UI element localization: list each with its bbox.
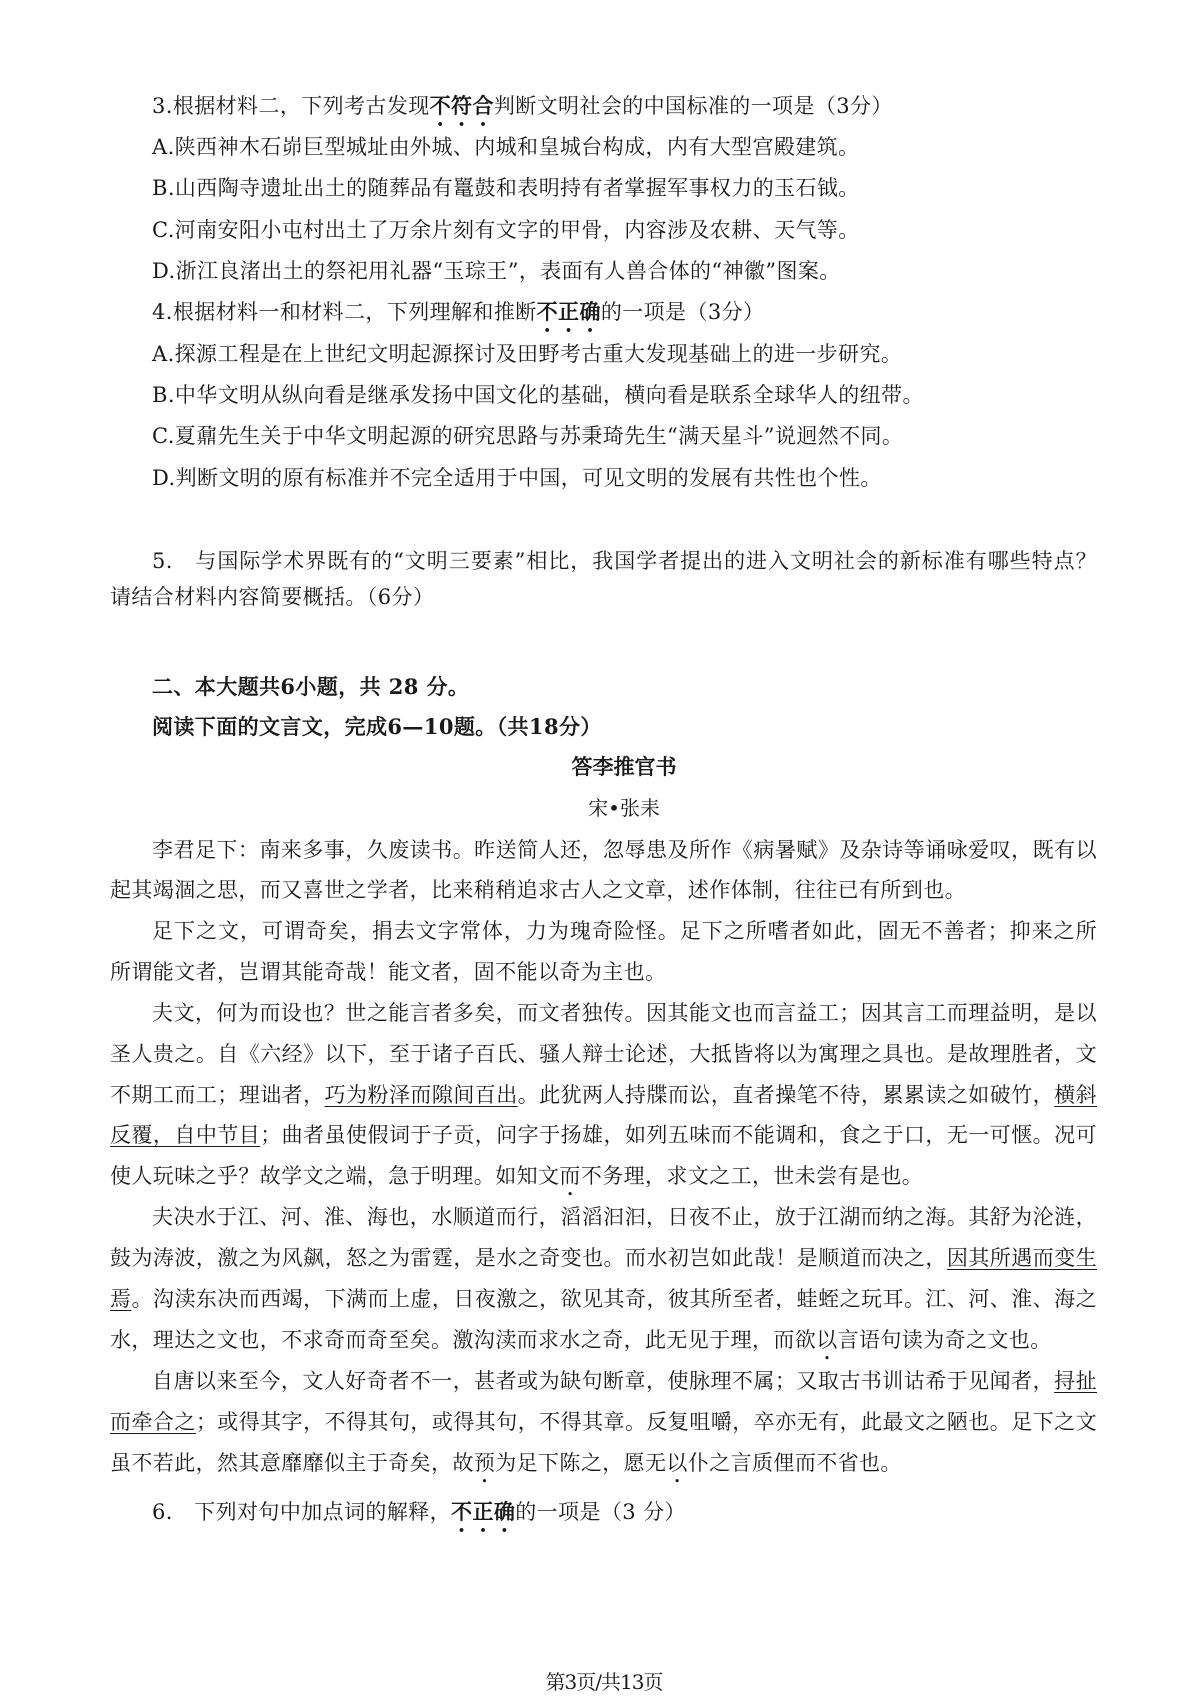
- text-segment: 为足下陈之，愿无: [495, 1451, 667, 1475]
- text-line: [110, 1040, 1097, 1068]
- text-line: [110, 1408, 1097, 1436]
- text-segment: 3.根据材料二，下列考古发现: [152, 94, 430, 118]
- text-segment: 使人玩味之乎？故学文之端，急于明理。如知文: [110, 1164, 560, 1188]
- text-segment: 瑰奇险怪。足下之所嗜者如此，固无不善者；抑来: [569, 919, 1054, 943]
- emphasized-text: 不正确: [536, 299, 601, 324]
- text-line: [152, 1203, 1097, 1231]
- emphasized-text: 二、本大题共6小题，共 28 分。: [152, 674, 470, 699]
- text-segment: 足下之文，可谓奇矣，: [152, 919, 372, 943]
- text-segment: 夫文，何为而设也？世之能言者多矣，而文者独传。因其能文也而言益工；因其言工而理益明，是以: [152, 1001, 1097, 1025]
- text-segment: 为风飙，怒之为雷霆，是水之奇变也。而水初岂如此哉！是顺道而决之，: [260, 1246, 947, 1270]
- text-line: [110, 1121, 1097, 1149]
- text-segment: D.判断文明的原有标准并不完全适用于中国，可见文明的发展有共性也个性。: [152, 466, 882, 490]
- text-line: [110, 1285, 1097, 1313]
- text-segment: 水，理达之文也，不求奇而奇至矣。激沟渎而求水之奇，此无见于理，而欲: [110, 1328, 817, 1352]
- text-segment: 不能调和，食之于口，无一可惬。况可: [732, 1123, 1097, 1147]
- text-segment: 6. 下列对句中加点词的解释，: [152, 1500, 452, 1524]
- text-segment: 所: [1075, 919, 1097, 943]
- text-line: [110, 1244, 1097, 1272]
- emphasized-text: 捐: [371, 919, 394, 943]
- text-segment: B.中华文明从纵向看是继承发扬中国文化的基础，横向看是联系全球华人的纽带。: [152, 383, 924, 407]
- text-segment: 的一项是（3分）: [600, 300, 765, 324]
- emphasized-text: 不符合: [429, 93, 494, 118]
- text-line: [152, 713, 602, 741]
- emphasized-text: 属: [753, 1369, 775, 1393]
- emphasized-text: 阅读下面的文言文，完成6—10题。（共18分）: [152, 714, 602, 739]
- text-line: [110, 1081, 1097, 1109]
- text-segment: C.夏鼐先生关于中华文明起源的研究思路与苏秉琦先生“满天星斗”说迥然不同。: [152, 424, 904, 448]
- underlined-phrase: 因其所遇而变生: [946, 1246, 1097, 1270]
- emphasized-text: 为: [547, 919, 570, 943]
- emphasized-text: 以: [816, 1328, 838, 1352]
- emphasized-text: 预: [473, 1451, 496, 1475]
- text-line: [152, 547, 1097, 575]
- text-segment: 起其竭涸之思，而又喜世之学者，比来稍稍追求古人之文章，述作体制，往往已有所到也。: [110, 878, 966, 902]
- text-segment: 。沟渎东决而西竭，下满而上虚，日夜激之，欲见其奇，彼其所至者，蛙蛭之玩耳。江、河、淮、海之: [131, 1287, 1097, 1311]
- text-line: [152, 216, 860, 244]
- text-segment: 请结合材料内容简要概括。（6分）: [110, 585, 435, 609]
- text-segment: 不务理，求文之工，世未尝有是也。: [580, 1164, 924, 1188]
- text-line: [152, 257, 841, 285]
- text-line: [152, 917, 1097, 945]
- text-segment: ；或得其字，不得其句，或得其句，不得其章。反复咀嚼，卒亦无有，此最文之陋也。足下之文: [195, 1410, 1097, 1434]
- text-line: [152, 836, 1097, 864]
- text-segment: 判断文明社会的中国标准的一项是（3分）: [493, 94, 893, 118]
- text-line: [110, 1162, 923, 1190]
- text-line: [152, 381, 924, 409]
- text-line: [152, 133, 859, 161]
- text-line: [152, 92, 893, 120]
- text-segment: 虽不若此，然其意靡靡似主于奇矣，故: [110, 1451, 474, 1475]
- emphasized-text: 而: [559, 1164, 581, 1188]
- text-segment: ；又取古书训诂希于见闻者，: [774, 1369, 1055, 1393]
- text-segment: 李君足下：南来多事，久废读书。昨送简人还，忽辱患及所作《病暑赋》及杂诗等诵咏爱叹，既有以: [152, 838, 1097, 862]
- emphasized-text: 之: [1053, 919, 1076, 943]
- text-line: [110, 1449, 902, 1477]
- text-line: [110, 583, 434, 611]
- text-segment: ；曲者虽使假词于子贡，问字于扬雄，如列五味: [260, 1123, 711, 1147]
- emphasized-text: 不正确: [451, 1499, 516, 1524]
- text-line: [152, 999, 1097, 1027]
- text-segment: 4.根据材料一和材料二，下列理解和推断: [152, 300, 537, 324]
- text-line: [110, 876, 966, 904]
- text-segment: 自唐以来至今，文人好奇者不一，甚者或为缺句断章，使脉理不: [152, 1369, 754, 1393]
- text-segment: 5. 与国际学术界既有的“文明三要素”相比，我国学者提出的进入文明社会的新标准有哪些特点？: [152, 549, 1097, 573]
- passage-author: 宋•张耒: [588, 796, 660, 820]
- text-segment: A.陕西神木石峁巨型城址由外城、内城和皇城台构成，内有大型宫殿建筑。: [152, 135, 860, 159]
- text-line: [152, 1498, 686, 1526]
- text-segment: 鼓为涛波，激: [110, 1246, 239, 1270]
- text-line: [152, 422, 903, 450]
- text-segment: 的一项是（3 分）: [515, 1500, 686, 1524]
- text-segment: 仆之言质俚而不省也。: [687, 1451, 902, 1475]
- emphasized-text: 以: [666, 1451, 688, 1475]
- text-segment: 圣人: [110, 1042, 153, 1066]
- emphasized-text: 之: [238, 1246, 261, 1270]
- text-segment: 。此犹两人持牒而讼，直者操笔不待，累累读之如破竹，: [517, 1083, 1055, 1107]
- underlined-phrase: 挦扯: [1054, 1369, 1097, 1393]
- text-line: [152, 340, 902, 368]
- passage-title: 答李推官书: [571, 754, 677, 779]
- underlined-phrase: 反覆，自中节目: [110, 1123, 261, 1147]
- page-footer: 第3页/共13页: [545, 1670, 663, 1694]
- text-segment: 言语句读为奇之文也。: [837, 1328, 1052, 1352]
- text-segment: B.山西陶寺遗址出土的随葬品有鼍鼓和表明持有者掌握军事权力的玉石钺。: [152, 176, 860, 200]
- text-line: [152, 298, 764, 326]
- underlined-phrase: 焉: [110, 1287, 132, 1311]
- emphasized-text: 贵: [152, 1042, 175, 1066]
- text-segment: 去文字常体，力: [393, 919, 548, 943]
- underlined-phrase: 横斜: [1054, 1083, 1097, 1107]
- text-segment: 所谓能文者，岂谓其能奇哉！能文者，固不能以奇为主也。: [110, 960, 667, 984]
- text-line: [152, 464, 882, 492]
- text-segment: 之。自《六经》以下，至于诸子百氏、骚人辩士论述，大抵皆将以为寓理之具也。是故理胜者，文: [174, 1042, 1097, 1066]
- text-segment: 夫决水于江、河、淮、海也，水顺道而行，滔滔汩汩，日夜不止，放于江湖而纳之海。其舒为沦涟，: [152, 1205, 1097, 1229]
- emphasized-text: 而: [710, 1123, 733, 1147]
- underlined-phrase: 而牵合之: [110, 1410, 196, 1434]
- text-line: [110, 1326, 1052, 1354]
- underlined-phrase: 巧为粉泽而隙间百出: [324, 1083, 518, 1107]
- text-line: [152, 1367, 1097, 1395]
- text-segment: D.浙江良渚出土的祭祀用礼器“玉琮王”，表面有人兽合体的“神徽”图案。: [152, 259, 841, 283]
- text-line: [152, 673, 469, 701]
- text-line: [110, 958, 666, 986]
- text-segment: 不期工而工；理诎者，: [110, 1083, 325, 1107]
- text-segment: C.河南安阳小屯村出土了万余片刻有文字的甲骨，内容涉及农耕、天气等。: [152, 218, 860, 242]
- text-segment: A.探源工程是在上世纪文明起源探讨及田野考古重大发现基础上的进一步研究。: [152, 342, 903, 366]
- text-line: [152, 174, 860, 202]
